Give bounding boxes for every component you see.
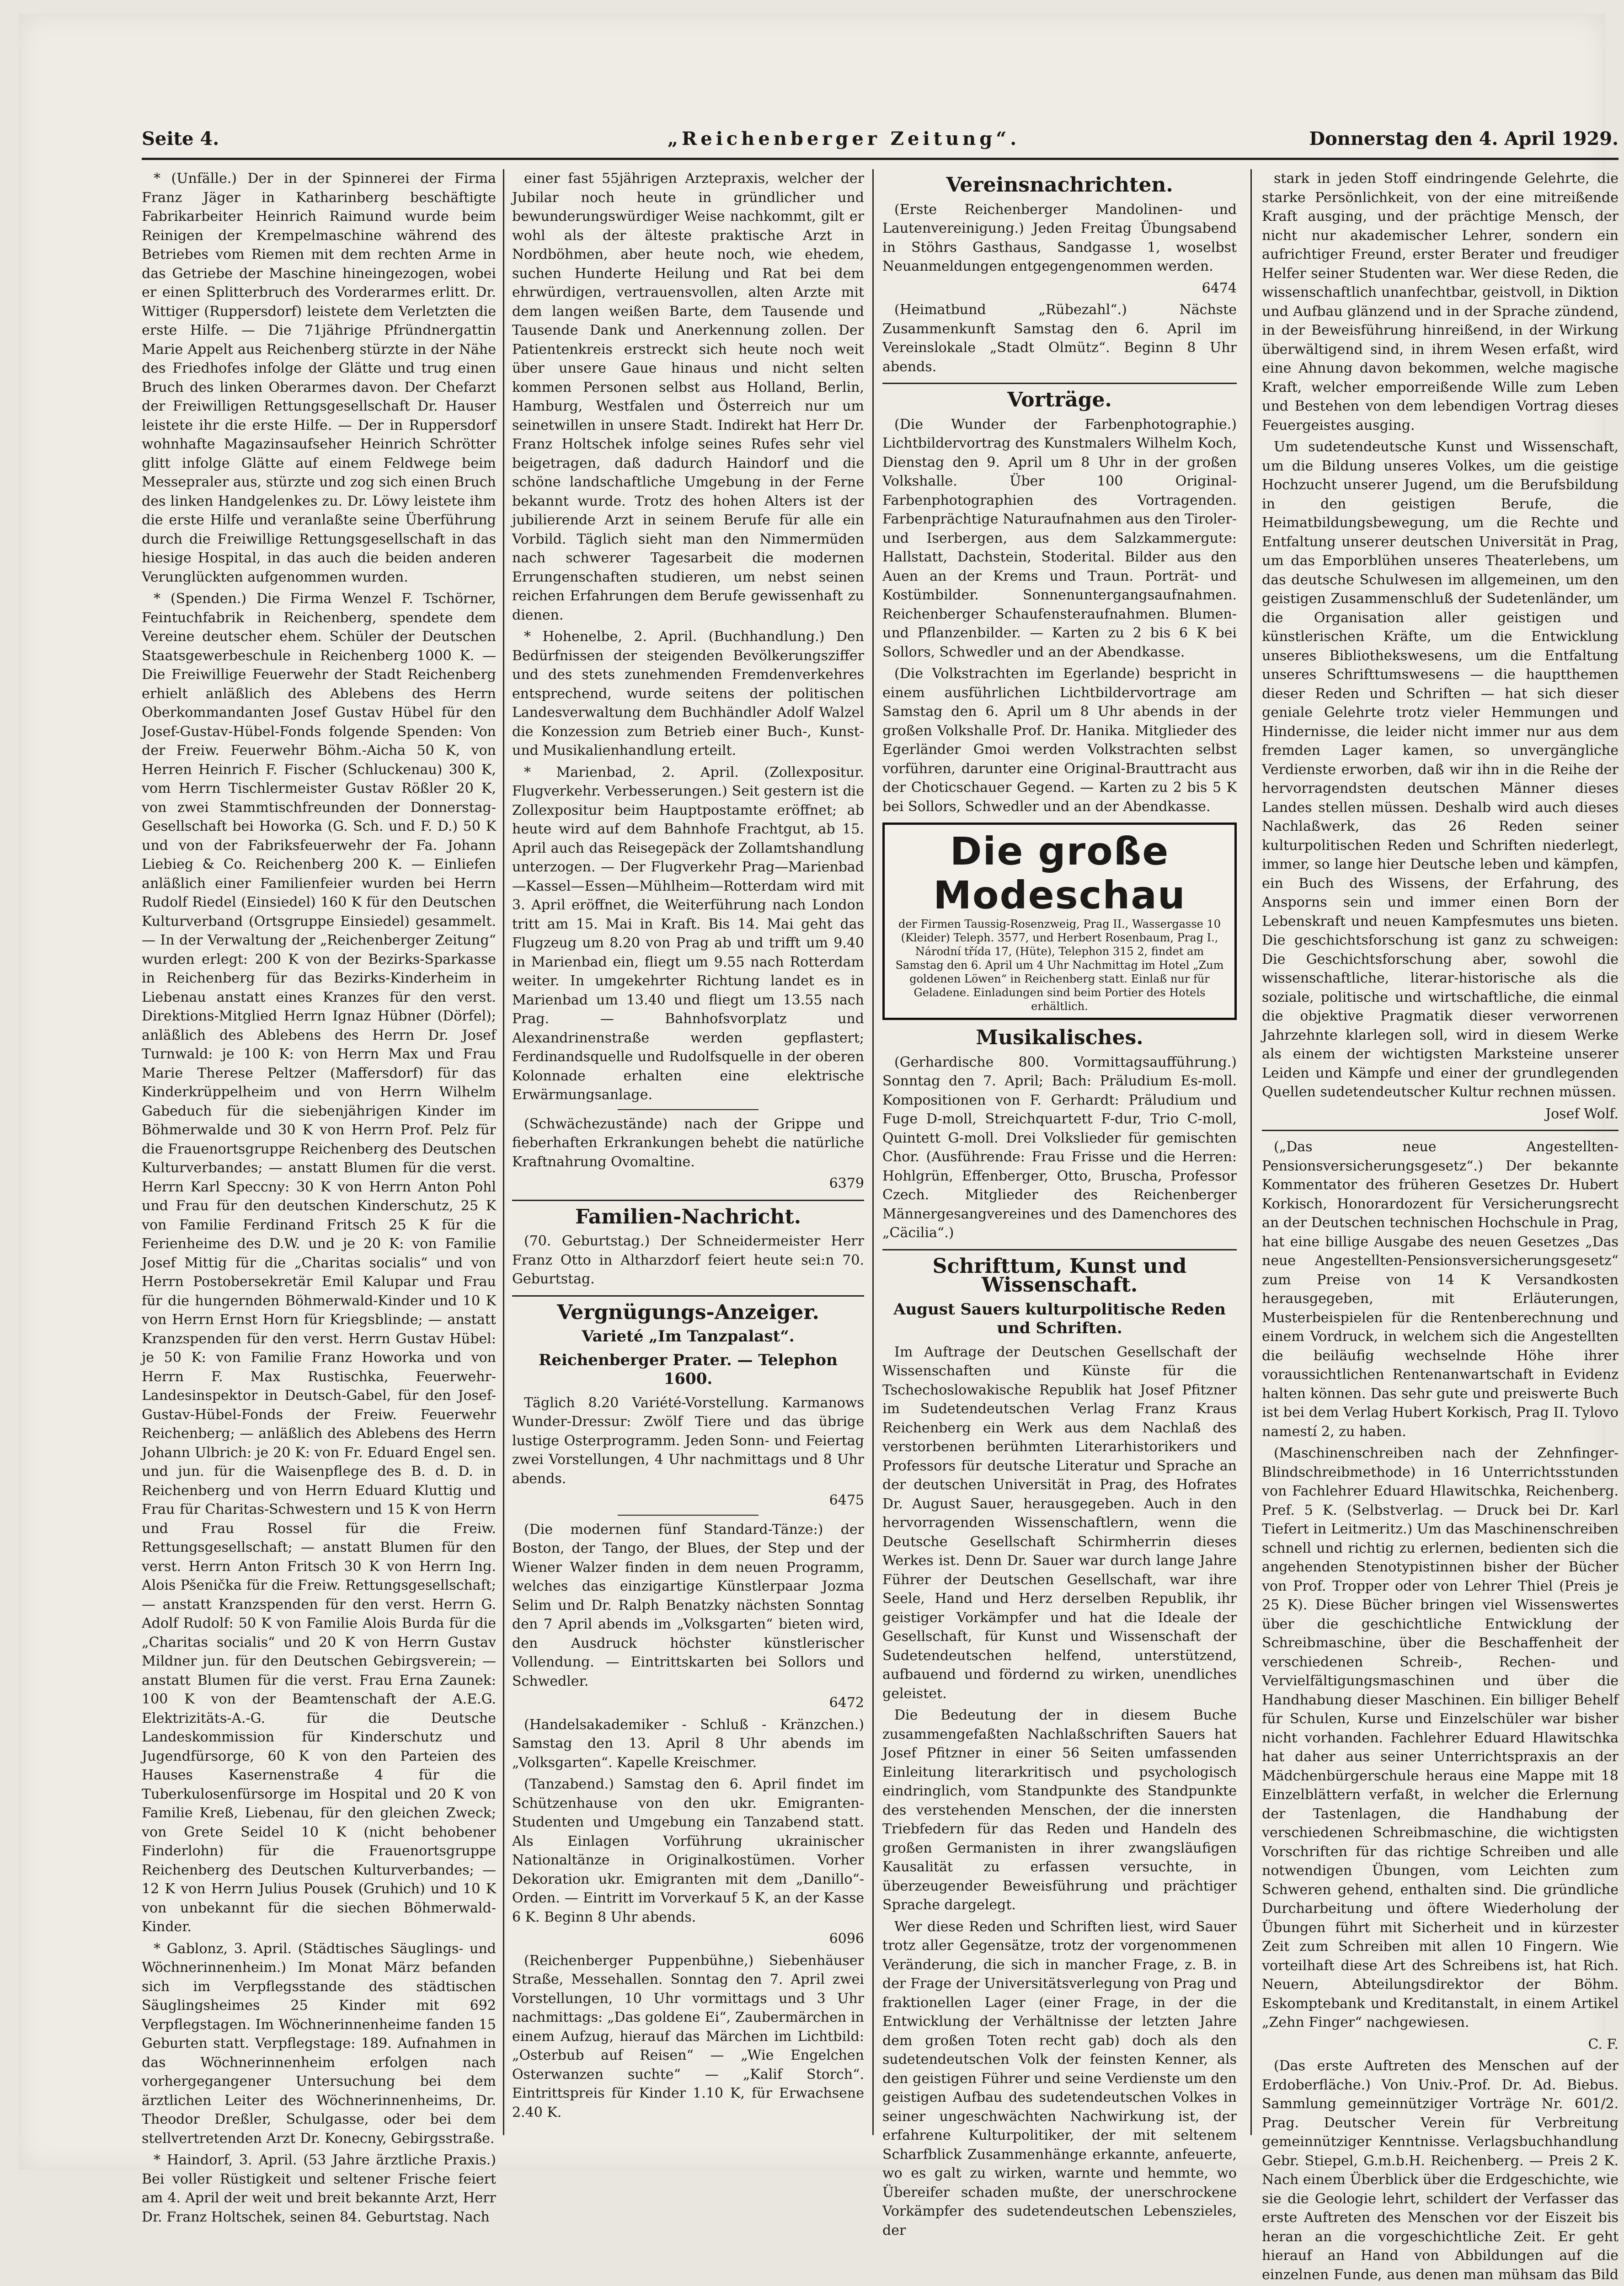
subheading-variete: Varieté „Im Tanzpalast“. — [582, 1327, 795, 1346]
article-paragraph: stark in jeden Stoff eindringende Gelehrte, die starke Persönlichkeit, von der eine mitreißende Kraft ausging, und der prächtige Mensch, der nicht nur akademischer Lehrer, sondern ein aufrichtiger Freund, erster Berater und freudiger Helfer seiner Studenten war. Wer diese Reden, die wissenschaftlich unanfechtbar, geistvoll, in Diktion und Aufbau glänzend und in der Sprache zündend, in der Beweisführung hinreißend, in der Wirkung überwältigend sind, in ihrem Wesen erfaßt, wird eine Ahnung davon bekommen, welche magische Kraft, welcher emporreißende Wille zum Leben und Bestehen von dem lebendigen Vortrag dieses Feuergeistes ausging. — [1262, 171, 1619, 433]
ad-number: 6096 — [829, 1931, 864, 1947]
column-2 — [512, 169, 864, 2140]
news-item-hohenelbe: * Hohenelbe, 2. April. (Buchhandlung.) Den Bedürfnissen der steigenden Bevölkerungsziffer und des stets zunehmenden Fremdenverkehres entsprechend, wurde seitens der politischen Landesverwaltung dem Buchhändler Adolf Walzel die Konzession zum Betrieb einer Buch-, Kunst- und Musikalienhandlung erteilt. — [512, 629, 864, 758]
article-title-sauer: August Sauers kulturpolitische Reden und Schriften. — [893, 1300, 1226, 1337]
section-heading-entertainment: Vergnügungs-Anzeiger. — [557, 1300, 819, 1324]
article-paragraph: Um sudetendeutsche Kunst und Wissenschaft, um die Bildung unseres Volkes, um die geistige Hochzucht unserer Jugend, um die Berufsbildung in den geistigen Berufe, die Heimatbildungsbewegung, um die Rechte und Entfaltung unserer deutschen Universität in Prag, um das Emporblühen unseres Theaterlebens, um das deutsche Schulwesen im allgemeinen, um den geistigen Zusammenschluß der Sudetenländer, um die Organisation aller geistigen und künstlerischen Kräfte, um die Entwicklung unseres Bibliothekswesens, um die Entfaltung unseres Schrifttumswesens — die hauptthemen dieser Reden und Schriften — hat sich dieser geniale Gelehrte trotz vieler Hemmungen und Hindernisse, die leider nicht immer nur aus dem fremden Lager kamen, so unvergängliche Verdienste erworben, daß wir ihn in die Reihe der hervorragendsten deutschen Männer dieses Landes stellen müssen. Deshalb wird auch dieses Nachlaßwerk, das 26 Reden seiner kulturpolitischen Reden und Schriften niederlegt, immer, so lange hier Deutsche leben und kämpfen, ein Buch des Wissens, der Erfahrung, des Ansporns sein und immer einen Born der Lebenskraft und neuen Kampfesmutes uns bieten. Die geschichtsforschung ist ganz zu schweigen: Die Geschichtsforschung aber, sowohl die wissenschaftliche, literar-historische als die soziale, politische und wirtschaftliche, die einmal die objektive Pragmatik dieser verworrenen Jahrzehnte klarlegen soll, wird in diesem Werke als einem der wichtigsten Marksteine unserer Leiden und Kämpfe und einer der grundlegenden Quellen sudetendeutscher Kultur rechnen müssen. — [1262, 439, 1619, 1100]
puppet-theatre-notice: (Reichenberger Puppenbühne,) Siebenhäuser Straße, Messehallen. Sonntag den 7. April zwei Vorstellungen, 10 Uhr vormittags und 3 Uhr nachmittags: „Das goldene Ei“, Zaubermärchen in einem Aufzug, hierauf das Märchen im Lichtbild: „Osterbub auf Reisen“ — „Wie Engelchen Osterwanzen suchte“ — „Kalif Storch“. Eintrittspreis für Kinder 1.10 K, für Erwachsene 2.40 K. — [512, 1952, 864, 2120]
ad-number: 6379 — [829, 1175, 864, 1191]
news-item-marienbad: * Marienbad, 2. April. (Zollexpositur. Flugverkehr. Verbesserungen.) Seit gestern ist die Zollexpositur beim Hauptpostamte eröffnet; ab heute wird auf dem Bahnhofe Frachtgut, ab 15. April auch das Reisegepäck der Zollamtshandlung unterzogen. — Der Flugverkehr Prag—Marienbad—Kassel—Essen—Mühlheim—Rotterdam wird mit 3. April eröffnet, die Weiterführung nach London tritt am 15. Mai in Kraft. Bis 14. Mai geht das Flugzeug um 8.20 von Prag ab und trifft um 9.40 in Marienbad ein, fliegt um 9.55 nach Rotterdam weiter. In umgekehrter Richtung landet es in Marienbad um 13.40 und fliegt um 13.55 nach Prag. — Bahnhofsvorplatz und Alexandrinenstraße werden gepflastert; Ferdinandsquelle und Rudolfsquelle in der oberen Kolonnade erhalten eine elektrische Erwärmungsanlage. — [512, 764, 864, 1103]
issue-date: Donnerstag den 4. April 1929. — [1309, 128, 1619, 150]
article-paragraph: Wer diese Reden und Schriften liest, wird Sauer trotz aller Gegensätze, trotz der vorgenommenen Veränderung, die sich in mancher Frage, z. B. in der Frage der Universitätsverlegung von Prag und fraktionellen Lager (einer Frage, in der die Entwicklung der Verhältnisse der letzten Jahre dem großen Toten recht gab) doch als den sudetendeutschen Volk der feinsten Kenner, als den geistigen Führer und seine Verdienste um den geistigen Aufbau des sudetendeutschen Volkes in seiner ungeschwächten Nachwirkung ist, der erfahrene Kulturpolitiker, der mit seltenem Scharfblick Zusammenhänge erkannte, anfeuerte, wo es galt zu wirken, warnte und hemmte, wo Übereifer schaden mußte, der unerschrockene Vorkämpfer des sudetendeutschen Lebenszieles, der — [882, 1918, 1237, 2238]
dance-evening-notice: (Tanzabend.) Samstag den 6. April findet im Schützenhause von den ukr. Emigranten-Studenten und Umgebung ein Tanzabend statt. Als Einlagen Vorführung ukrainischer Nationaltänze in Originalkostümen. Vorher Dekoration ukr. Emigranten mit dem „Danillo“-Orden. — Eintritt im Vorverkauf 5 K, an der Kasse 6 K. Beginn 8 Uhr abends. — [512, 1776, 864, 1925]
section-heading-music: Musikalisches. — [976, 1026, 1143, 1049]
column-1 — [142, 169, 496, 2225]
book-review-typewriting: (Maschinenschreiben nach der Zehnfinger-Blindschreibmethode) in 16 Unterrichtsstunden von Fachlehrer Eduard Hlawitschka, Reichenberg. Pref. 5 K. (Selbstverlag. — Druck bei Dr. Karl Tiefert in Leitmeritz.) Um das Maschinenschreiben schnell und richtig zu erlernen, bedienten sich die angehenden Stenotypistinnen bisher der Bücher von Prof. Tropper oder von Lehrer Thiel (Preis je 25 K). Diese Bücher bringen viel Wissenswertes über die geschichtliche Entwicklung der Schreibmaschine, über die Beschaffenheit der verschiedenen Schreib-, Rechen- und Vervielfältigungsmaschinen und über die Handhabung dieser Maschinen. Ein billiger Behelf für Schulen, Kurse und Einzelschüler war bisher nicht vorhanden. Fachlehrer Eduard Hlawitschka hat daher aus seiner Unterrichtspraxis an der Mädchenbürgerschule heraus eine Mappe mit 18 Einzelblättern verfaßt, in welcher die Erlernung der Tastenlagen, die Handhabung der verschiedenen Schreibmaschine, die wichtigsten Vorschriften für das richtige Schreiben und alle notwendigen Übungen, vom Leichten zum Schweren gehend, enthalten sind. Die gründliche Durcharbeitung und öftere Wiederholung der Übungen führt mit Sicherheit und in kürzester Zeit zum Schreiben mit allen 10 Fingern. Wie vorteilhaft diese Art des Schreibens ist, hat Rich. Neuern, Abteilungsdirektor der Böhm. Eskomptebank und Kreditanstalt, in einem Artikel „Zehn Finger“ nachgewiesen. — [1262, 1445, 1619, 2030]
section-heading-literature: Schrifttum, Kunst und Wissenschaft. — [932, 1254, 1187, 1297]
newspaper-page — [18, 14, 1619, 2283]
article-author: Josef Wolf. — [1545, 1106, 1619, 1122]
review-initials: C. F. — [1588, 2036, 1619, 2052]
club-notice-ruebezahl: (Heimatbund „Rübezahl“.) Nächste Zusammenkunft Samstag den 6. April im Vereinslokale „Stadt Olmütz“. Beginn 8 Uhr abends. — [882, 302, 1237, 375]
fashion-show-advert — [882, 823, 1237, 1020]
column-3 — [882, 169, 1237, 2238]
separator — [1262, 1130, 1619, 1131]
book-review-pension-law: („Das neue Angestellten-Pensionsversicherungsgesetz“.) Der bekannte Kommentator des früheren Gesetzes Dr. Hubert Korkisch, Honorardozent für Versicherungsrecht an der Deutschen technischen Hochschule in Prag, hat eine billige Ausgabe des neuen Gesetzes „Das neue Angestellten-Pensionsversicherungsgesetz“ zum Preise von 14 K Versandkosten herausgegeben, mit Erläuterungen, Musterbeispielen für die Rentenberechnung und einem Vordruck, in welchem sich die Angestellten die beiläufig wechselnde Höhe ihrer voraussichtlichen Rentenanwartschaft in Evidenz halten können. Das sehr gute und preiswerte Buch ist bei dem Verlag Hubert Korkisch, Prag II. Tylovo namestí 2, zu haben. — [1262, 1139, 1619, 1440]
column-divider — [503, 169, 504, 2135]
separator — [618, 1109, 759, 1110]
lecture-egerland: (Die Volkstrachten im Egerlande) bespricht in einem ausführlichen Lichtbildervortrage am Samstag den 6. April um 8 Uhr abends in der großen Volkshalle Prof. Dr. Hanika. Mitglieder des Egerländer Gmoi werden Volkstrachten selbst vorführen, darunter eine Original-Brauttracht aus der Choticschauer Gegend. — Karten zu 2 bis 5 K bei Sollors, Schwedler und an der Abendkasse. — [882, 666, 1237, 815]
newspaper-title: „Reichenberger Zeitung“. — [668, 128, 1020, 150]
club-notice-mandolin: (Erste Reichenberger Mandolinen- und Lautenvereinigung.) Jeden Freitag Übungsabend in Stöhrs Gasthaus, Sandgasse 1, woselbst Neuanmeldungen entgegengenommen werden. — [882, 201, 1237, 274]
section-heading-clubs: Vereinsnachrichten. — [946, 173, 1173, 197]
column-divider — [872, 169, 874, 2135]
news-item-haindorf-cont: einer fast 55jährigen Arztepraxis, welcher der Jubilar noch heute in gründlicher und bewunderungswürdiger Weise nachkommt, gilt er wohl als der älteste praktische Arzt in Nordböhmen, aber heute noch, wie ehedem, suchen Hunderte Heilung und Rat bei dem ehrwürdigen, vertrauensvollen, alten Arzte mit dem langen weißen Barte, dem Tausende und Tausende Dank und Anerkennung zollen. Der Patientenkreis erstreckt sich heute noch weit über unsere Gaue hinaus und nicht selten kommen Personen selbst aus Holland, Berlin, Hamburg, Westfalen und Österreich nur um seinetwillen in unsere Stadt. Indirekt hat Herr Dr. Franz Holtschek infolge seines Rufes sehr viel beigetragen, daß dadurch Haindorf und die schöne landschaftliche Umgebung in der Ferne bekannt wurde. Trotz des hohen Alters ist der jubilierende Arzt in seinem Berufe für alle ein Vorbild. Täglich sieht man den Nimmermüden nach schwerer Tagesarbeit die modernen Errungenschaften studieren, um nebst seinen reichen Erfahrungen dem Berufe gewissenhaft zu dienen. — [512, 171, 864, 623]
column-4 — [1262, 169, 1619, 2283]
ad-number: 6475 — [829, 1492, 864, 1508]
academy-ball-notice: (Handelsakademiker - Schluß - Kränzchen.) Samstag den 13. April 8 Uhr abends im „Volksgarten“. Kapelle Kreischmer. — [512, 1716, 864, 1771]
separator — [882, 383, 1237, 384]
subheading-prater: Reichenberger Prater. — Telephon 1600. — [539, 1351, 838, 1388]
page-header — [142, 123, 1619, 155]
column-divider — [1250, 169, 1252, 2135]
page-number: Seite 4. — [142, 128, 219, 150]
separator — [512, 1295, 864, 1297]
section-heading-family: Familien-Nachricht. — [575, 1205, 801, 1228]
book-review-first-humans: (Das erste Auftreten des Menschen auf der Erdoberfläche.) Von Univ.-Prof. Dr. Ad. Biebus. Sammlung gemeinnütziger Vorträge Nr. 601/2. Prag. Deutscher Verein für Verbreitung gemeinnütziger Kenntnisse. Verlagsbuchhandlung Gebr. Stiepel, G.m.b.H. Reichenberg. — Preis 2 K. Nach einem Überblick über die Erdgeschichte, wie sie die Geologie lehrt, schildert der Verfasser das erste Auftreten des Menschen vor der Eiszeit bis heran an die vorgeschichtliche Zeit. Er geht hierauf an Hand von Abbildungen auf die einzelnen Funde, aus denen man mühsam das Bild — [1262, 2058, 1619, 2283]
section-heading-lectures: Vorträge. — [1007, 388, 1112, 411]
article-paragraph: Die Bedeutung der in diesem Buche zusammengefaßten Nachlaßschriften Sauers hat Josef Pfitzner in einer 56 Seiten umfassenden Einleitung literarkritisch und psychologisch eindringlich, vom Standpunkte des Standpunkte des verstehenden Menschen, der die innersten Triebfedern für das Reden und Handeln des großen Germanisten in ihrer zwangsläufigen Kausalität zu erfassen versuchte, in überzeugender Beweisführung und prächtiger Sprache dargelegt. — [882, 1707, 1237, 1913]
dance-notice: (Die modernen fünf Standard-Tänze:) der Boston, der Tango, der Blues, der Step und der Wiener Walzer finden in dem neuen Programm, welches das einzigartige Künstlerpaar Jozma Selim und Dr. Ralph Benatzky nächsten Sonntag den 7 April abends im „Volksgarten“ bieten wird, den Ausdruck höchster künstlerischer Vollendung. — Eintrittskarten bei Sollors und Schwedler. — [512, 1521, 864, 1689]
music-notice: (Gerhardische 800. Vormittagsaufführung.) Sonntag den 7. April; Bach: Präludium Es-moll. Kompositionen von F. Gerhardt: Präludium und Fuge D-moll, Streichquartett F-dur, Trio C-moll, Quintett G-moll. Drei Volkslieder für gemischten Chor. (Ausführende: Frau Frisse und die Herren: Hohlgrün, Effenberger, Otto, Bruscha, Professor Czech. Mitglieder des Reichenberger Männergesangvereines und des Damenchores des „Cäcilia“.) — [882, 1054, 1237, 1241]
advert-headline: Die große Modeschau — [933, 829, 1186, 918]
lecture-color-photo: (Die Wunder der Farbenphotographie.) Lichtbildervortrag des Kunstmalers Wilhelm Koch, Dienstag den 9. April um 8 Uhr in der großen Volkshalle. Über 100 Original-Farbenphotographien des Vortragenden. Farbenprächtige Naturaufnahmen aus den Tiroler- und Iserbergen, aus dem Salzkammergute: Hallstatt, Dachstein, Stoderital. Bilder aus den Auen an der Krems und Traun. Porträt- und Kostümbilder. Sonnenuntergangsaufnahmen. Reichenberger Schaufensteraufnahmen. Blumen- und Pflanzenbilder. — Karten zu 2 bis 6 K bei Sollors, Schwedler und an der Abendkasse. — [882, 416, 1237, 660]
advert-ovomaltine: (Schwächezustände) nach der Grippe und fieberhaften Erkrankungen behebt die natürliche Kraftnahrung Ovomaltine. — [512, 1116, 864, 1170]
ad-number: 6474 — [1202, 280, 1237, 296]
separator — [512, 1200, 864, 1201]
news-item-accidents: * (Unfälle.) Der in der Spinnerei der Firma Franz Jäger in Katharinberg beschäftigte Fabrikarbeiter Heinrich Raimund wurde beim Reinigen der Krempelmaschine während des Betriebes vom Riemen mit dem rechten Arme in das Getriebe der Maschine hineingezogen, wobei er einen Splitterbruch des Vorderarmes erlitt. Dr. Wittiger (Ruppersdorf) leistete dem Verletzten die erste Hilfe. — Die 71jährige Pfründnergattin Marie Appelt aus Reichenberg stürzte in der Nähe des Friedhofes infolge der Glätte und trug einen Bruch des linken Oberarmes davon. Der Chefarzt der Freiwilligen Rettungsgesellschaft Dr. Hauser leistete ihr die erste Hilfe. — Der in Ruppersdorf wohnhafte Magazinsaufseher Heinrich Schrötter glitt infolge Glätte auf einem Feldwege beim Messepraler aus, stürzte und zog sich einen Bruch des linken Handgelenkes zu. Dr. Löwy leistete ihm die erste Hilfe und veranlaßte seine Überführung durch die Freiwillige Rettungsgesellschaft in das hiesige Hospital, in das auch die beiden anderen Verunglückten aufgenommen wurden. — [142, 171, 496, 585]
variete-notice: Täglich 8.20 Variété-Vorstellung. Karmanows Wunder-Dressur: Zwölf Tiere und das übrige lustige Osterprogramm. Jeden Sonn- und Feiertag zwei Vorstellungen, 4 Uhr nachmittags und 8 Uhr abends. — [512, 1394, 864, 1487]
news-item-gablonz: * Gablonz, 3. April. (Städtisches Säuglings- und Wöchnerinnenheim.) Im Monat März befanden sich im Verpflegsstande des städtischen Säuglingsheimes 25 Kinder mit 692 Verpflegstagen. Im Wöchnerinnenheime fanden 15 Geburten statt. Verpflegstage: 189. Aufnahmen in das Wöchnerinnenheim erfolgen nach vorhergegangener Untersuchung bei dem ärztlichen Leiter des Wöchnerinnenheims, Dr. Theodor Dreßler, Schulgasse, oder bei dem stellvertretenden Arzt Dr. Konecny, Gebirgsstraße. — [142, 1940, 496, 2147]
ad-number: 6472 — [829, 1695, 864, 1711]
family-news: (70. Geburtstag.) Der Schneidermeister Herr Franz Otto in Altharzdorf feiert heute sei:n 70. Geburtstag. — [512, 1233, 864, 1287]
header-rule — [142, 158, 1619, 160]
advert-text: der Firmen Taussig-Rosenzweig, Prag II., Wassergasse 10 (Kleider) Teleph. 3577, und Herbert Rosenbaum, Prag I., Národní třída 17, (Hüte), Telephon 315 2, findet am Samstag den 6. April um 4 Uhr Nachmittag im Hotel „Zum goldenen Löwen“ in Reichenberg statt. Einlaß nur für Geladene. Einladungen sind beim Portier des Hotels erhältlich. — [895, 918, 1224, 1013]
article-paragraph: Im Auftrage der Deutschen Gesellschaft der Wissenschaften und Künste für die Tschechoslowakische Republik hat Josef Pfitzner im Sudetendeutschen Verlag Franz Kraus Reichenberg ein Werk aus dem Nachlaß des verstorbenen berühmten Literarhistorikers und Professors für deutsche Literatur und Sprache an der deutschen Universität in Prag, des Hofrates Dr. August Sauer, herausgegeben. Auch in den hervorragenden Wissenschaftlern, wenn die Deutsche Gesellschaft Schirmherrin dieses Werkes ist. Denn Dr. Sauer war durch lange Jahre Führer der Deutschen Gesellschaft, war ihre Seele, Hand und Herz derselben Republik, ihr geistiger Vorkämpfer und hat die Ideale der Gesellschaft, für Kunst und Wissenschaft der Sudetendeutschen helfend, unterstützend, aufbauend und fördernd zu wirken, unendliches geleistet. — [882, 1344, 1237, 1702]
separator — [618, 1515, 759, 1516]
news-item-haindorf: * Haindorf, 3. April. (53 Jahre ärztliche Praxis.) Bei voller Rüstigkeit und seltener Frische feiert am 4. April der weit und breit bekannte Arzt, Herr Dr. Franz Holtschek, seinen 84. Geburtstag. Nach — [142, 2152, 496, 2225]
separator — [882, 1249, 1237, 1250]
news-item-donations: * (Spenden.) Die Firma Wenzel F. Tschörner, Feintuchfabrik in Reichenberg, spendete dem Vereine deutscher ehem. Schüler der Deutschen Staatsgewerbeschule in Reichenberg 1000 K. — Die Freiwillige Feuerwehr der Stadt Reichenberg erhielt anläßlich des Ablebens des Herrn Oberkommandanten Josef Gustav Hübel für den Josef-Gustav-Hübel-Fonds folgende Spenden: Von der Freiw. Feuerwehr Böhm.-Aicha 50 K, von Herren Heinrich F. Fischer (Schluckenau) 300 K, vom Herrn Tischlermeister Gustav Rößler 20 K, von zwei Stammtischfreunden der Donnerstag-Gesellschaft bei Howorka (G. Sch. und F. D.) 50 K und von der Fabriksfeuerwehr der Fa. Johann Liebieg & Co. Reichenberg 200 K. — Einliefen anläßlich einer Familienfeier wurden bei Herrn Rudolf Riedel (Einsiedel) 160 K für den Deutschen Kulturverband (Ortsgruppe Einsiedel) gesammelt. — In der Verwaltung der „Reichenberger Zeitung“ wurden erlegt: 200 K von der Bezirks-Sparkasse in Reichenberg für das Bezirks-Kinderheim in Liebenau anstatt eines Kranzes für den verst. Direktions-Mitglied Herrn Ignaz Hübner (Dörfel); anläßlich des Ablebens des Herrn Dr. Josef Turnwald: je 100 K: von Herrn Max und Frau Marie Therese Peltzer (Maffersdorf) für das Kinderkrüppelheim und von Herrn Wilhelm Gabeduch für die siebenjährigen Kinder im Böhmerwalde und 30 K von Herrn Prof. Pelz für die Frauenortsgruppe Reichenberg des Deutschen Kulturverbandes; — anstatt Blumen für die verst. Herrn Karl Speccny: 30 K von Herrn Anton Pohl und Frau für den deutschen Kinderschutz, 25 K von Familie Ferdinand Fritsch 25 K für die Ferienheime des D.W. und je 20 K: von Familie Josef Mittig für die „Charitas socialis“ und von Herrn Postobersekretär Emil Kalupar und Frau für die hungernden Böhmerwald-Kinder und 10 K von Herrn Ernst Horn für Kriegsblinde; — anstatt Kranzspenden für den verst. Herrn Gustav Hübel: je 50 K: von Familie Franz Howorka und von Herrn F. Max Rustischka, Feuerwehr-Landesinspektor in Deutsch-Gabel, für den Josef-Gustav-Hübel-Fonds der Freiw. Feuerwehr Reichenberg; — anläßlich des Ablebens des Herrn Johann Ulbrich: je 20 K: von Fr. Eduard Engel sen. und jun. für die Waisenpflege des B. d. D. in Reichenberg und von Herrn Eduard Kluttig und Frau für Charitas-Schwestern und 15 K von Herrn und Frau Rossel für die Freiw. Rettungsgesellschaft; — anstatt Blumen für den verst. Herrn Anton Fritsch 30 K von Herrn Ing. Alois Pšenička für die Freiw. Rettungsgesellschaft; — anstatt Kranzspenden für den verst. Herrn G. Adolf Rudolf: 50 K von Familie Alois Burda für die „Charitas socialis“ und 20 K von Herrn Gustav Mildner jun. für den Deutschen Gebirgsverein; — anstatt Blumen für die verst. Frau Erna Zaunek: 100 K von der Beamtenschaft der A.E.G. Elektrizitäts-A.-G. für die Deutsche Landeskommission für Kinderschutz und Jugendfürsorge, 60 K von den Parteien des Hauses Kasernenstraße 4 für die Tuberkulosenfürsorge im Hospital und 20 K von Familie Kreß, Liebenau, für den gleichen Zweck; von Grete Seidel 10 K (nicht behobener Finderlohn) für die Frauenortsgruppe Reichenberg des Deutschen Kulturverbandes; — 12 K von Herrn Julius Pousek (Gruhich) und 10 K von unbekannt für die siechen Böhmerwald-Kinder. — [142, 591, 496, 1935]
